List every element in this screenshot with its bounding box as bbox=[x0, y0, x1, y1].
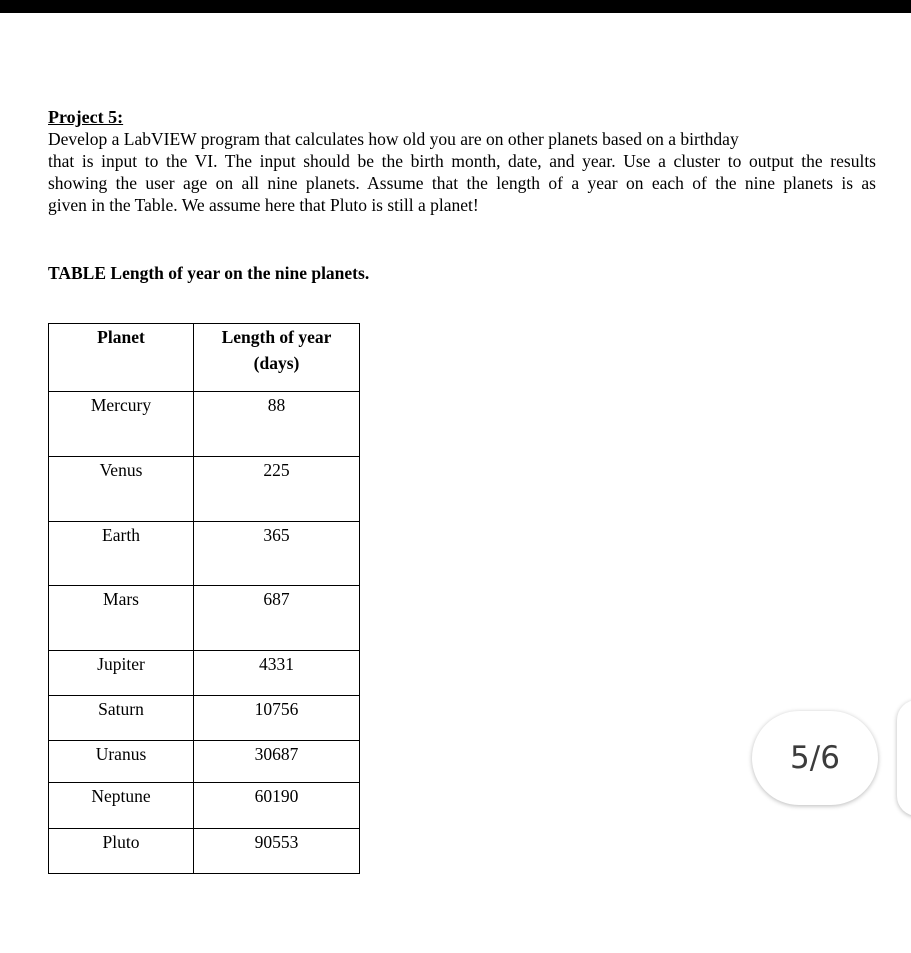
description-line: Develop a LabVIEW program that calculates how old you are on other planets based on a birthday bbox=[48, 129, 739, 149]
cell-days: 4331 bbox=[194, 651, 360, 696]
next-page-button[interactable] bbox=[897, 700, 911, 816]
table-row bbox=[49, 522, 360, 586]
cell-planet: Saturn bbox=[49, 696, 194, 741]
cell-planet: Venus bbox=[49, 457, 194, 522]
cell-planet: Jupiter bbox=[49, 651, 194, 696]
page-indicator[interactable]: 5/6 bbox=[752, 711, 878, 805]
project-description bbox=[48, 128, 876, 216]
project-heading: Project 5: bbox=[48, 107, 124, 127]
header-planet: Planet bbox=[49, 324, 194, 392]
cell-planet: Neptune bbox=[49, 783, 194, 829]
cell-planet: Earth bbox=[49, 522, 194, 586]
table-row bbox=[49, 829, 360, 874]
cell-days: 687 bbox=[194, 586, 360, 651]
table-row bbox=[49, 783, 360, 829]
header-length-of-year: Length of year (days) bbox=[194, 324, 360, 392]
cell-planet: Pluto bbox=[49, 829, 194, 874]
table-row bbox=[49, 651, 360, 696]
document-page bbox=[48, 106, 878, 216]
description-line: given in the Table. We assume here that Pluto is still a planet! bbox=[48, 195, 479, 215]
planet-year-table bbox=[48, 323, 360, 874]
description-line: showing the user age on all nine planets. Assume that the length of a year on each of the nine planets is as bbox=[48, 173, 876, 193]
table-caption: TABLE Length of year on the nine planets. bbox=[48, 263, 370, 283]
table-header-row bbox=[49, 324, 360, 392]
table-row bbox=[49, 457, 360, 522]
cell-days: 88 bbox=[194, 392, 360, 457]
cell-days: 30687 bbox=[194, 741, 360, 783]
cell-days: 90553 bbox=[194, 829, 360, 874]
cell-planet: Mars bbox=[49, 586, 194, 651]
table-row bbox=[49, 696, 360, 741]
cell-planet: Uranus bbox=[49, 741, 194, 783]
cell-planet: Mercury bbox=[49, 392, 194, 457]
top-status-bar bbox=[0, 0, 911, 13]
description-line: that is input to the VI. The input should be the birth month, date, and year. Use a cluster to output the results bbox=[48, 151, 876, 171]
cell-days: 60190 bbox=[194, 783, 360, 829]
cell-days: 365 bbox=[194, 522, 360, 586]
cell-days: 10756 bbox=[194, 696, 360, 741]
table-row bbox=[49, 392, 360, 457]
table-row bbox=[49, 741, 360, 783]
table-row bbox=[49, 586, 360, 651]
cell-days: 225 bbox=[194, 457, 360, 522]
